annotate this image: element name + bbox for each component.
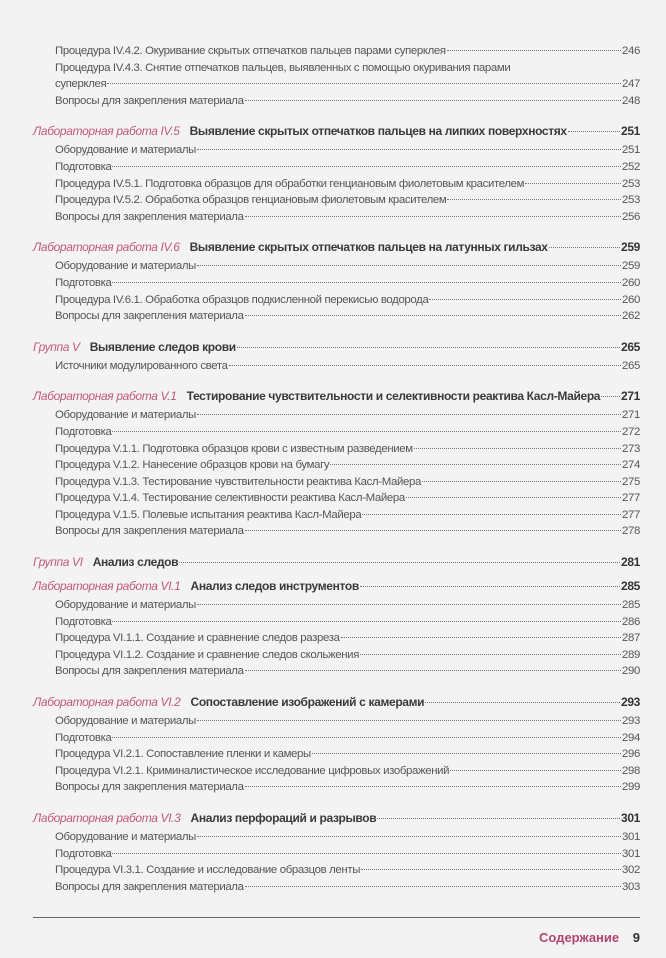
dot-leader (112, 621, 621, 622)
entry-title: Подготовка (55, 847, 112, 860)
dot-leader (447, 50, 621, 51)
entry-title: Процедура VI.1.2. Создание и сравнение следов скольжения (55, 648, 360, 661)
dot-leader (601, 396, 620, 397)
page-number: 271 (622, 409, 640, 422)
page-number: 301 (621, 811, 640, 825)
toc-entry[interactable] (33, 765, 640, 782)
page-number: 278 (622, 525, 640, 538)
section-header[interactable] (33, 340, 640, 360)
dot-leader (330, 464, 621, 465)
page-number: 253 (622, 194, 640, 207)
dot-leader (245, 530, 621, 531)
entry-title: Оборудование и материалы (55, 144, 196, 157)
page-number: 303 (622, 880, 640, 893)
dot-leader (360, 654, 621, 655)
toc-entry[interactable] (33, 632, 640, 649)
section-title: Выявление следов крови (89, 339, 236, 354)
page-number: 285 (622, 599, 640, 612)
entry-title: Процедура V.1.2. Нанесение образцов крови на бумагу (55, 459, 330, 472)
dot-leader (429, 299, 621, 300)
toc-entry[interactable] (33, 616, 640, 633)
dot-leader (406, 497, 621, 498)
toc-entry[interactable] (33, 492, 640, 509)
toc-entry[interactable] (33, 62, 640, 79)
toc-entry[interactable] (33, 831, 640, 848)
toc-section (33, 124, 640, 227)
entry-title-continuation: суперклея (55, 78, 107, 91)
dot-leader (245, 670, 621, 671)
section-label: Лабораторная работа IV.6 (33, 240, 180, 255)
entry-title: Оборудование и материалы (55, 260, 196, 273)
dot-leader (112, 282, 621, 283)
section-header[interactable] (33, 811, 640, 831)
page-footer (539, 930, 640, 945)
dot-leader (112, 166, 621, 167)
toc-entry[interactable] (33, 599, 640, 616)
toc-section (33, 45, 640, 111)
entry-title: Подготовка (55, 615, 112, 628)
section-header[interactable] (33, 240, 640, 260)
section-header[interactable] (33, 124, 640, 144)
dot-leader (414, 448, 621, 449)
dot-leader (525, 183, 621, 184)
page-number: 293 (622, 715, 640, 728)
dot-leader (341, 637, 621, 638)
dot-leader (107, 83, 621, 84)
dot-leader (245, 315, 621, 316)
page-number: 272 (622, 425, 640, 438)
dot-leader (237, 347, 620, 348)
page-number: 290 (622, 665, 640, 678)
toc-entry[interactable] (33, 409, 640, 426)
page-number: 271 (621, 389, 640, 404)
entry-title: Процедура IV.4.3. Снятие отпечатков пальцев, выявленных с помощью окуривания парами (55, 61, 511, 74)
toc-entry[interactable] (33, 95, 640, 112)
toc-entry[interactable] (33, 144, 640, 161)
toc-entry[interactable] (33, 426, 640, 443)
dot-leader (112, 853, 621, 854)
dot-leader (360, 586, 620, 587)
page-number: 289 (622, 648, 640, 661)
entry-title: Подготовка (55, 731, 112, 744)
entry-title: Оборудование и материалы (55, 831, 196, 843)
page-number: 259 (621, 240, 640, 255)
entry-title: Процедура V.1.3. Тестирование чувствительности реактива Касл-Майера (55, 475, 421, 488)
toc-entry[interactable] (33, 781, 640, 798)
dot-leader (197, 414, 621, 415)
section-label: Лабораторная работа V.1 (33, 389, 177, 404)
page-number: 262 (622, 310, 640, 323)
page-number: 253 (622, 177, 640, 190)
dot-leader (112, 431, 621, 432)
toc-entry[interactable] (33, 509, 640, 526)
toc-entry[interactable] (33, 848, 640, 865)
toc-entry[interactable] (33, 881, 640, 898)
toc-section (33, 695, 640, 798)
page-number: 273 (622, 442, 640, 455)
section-title: Анализ следов инструментов (190, 579, 359, 594)
page-number: 294 (622, 731, 640, 744)
dot-leader (312, 753, 621, 754)
page-number: 277 (622, 508, 640, 521)
page-number: 9 (632, 930, 640, 945)
section-title: Выявление скрытых отпечатков пальцев на латунных гильзах (189, 240, 548, 255)
dot-leader (362, 514, 621, 515)
footer-divider (33, 917, 640, 918)
toc-entry[interactable] (33, 459, 640, 476)
toc-entry[interactable] (33, 748, 640, 765)
dot-leader (197, 604, 621, 605)
dot-leader (422, 481, 621, 482)
section-label: Группа VI (33, 555, 83, 570)
toc-entry[interactable] (33, 45, 640, 62)
entry-title: Процедура VI.2.1. Сопоставление пленки и камеры (55, 748, 311, 761)
page-number: 247 (622, 78, 640, 91)
page-number: 299 (622, 781, 640, 794)
entry-title: Подготовка (55, 425, 112, 438)
entry-title: Оборудование и материалы (55, 409, 196, 422)
toc-entry[interactable] (33, 715, 640, 732)
table-of-contents (33, 45, 640, 910)
section-label: Лабораторная работа VI.2 (33, 695, 181, 710)
toc-entry[interactable] (33, 732, 640, 749)
toc-entry[interactable] (33, 476, 640, 493)
dot-leader (245, 886, 621, 887)
toc-entry[interactable] (33, 525, 640, 542)
section-label: Группа V (33, 339, 80, 354)
section-title: Анализ следов (92, 555, 179, 570)
toc-section (33, 389, 640, 542)
page-number: 248 (622, 94, 640, 107)
page-number: 246 (622, 45, 640, 57)
section-title: Сопоставление изображений с камерами (190, 695, 425, 710)
page-number: 298 (622, 764, 640, 777)
page-number: 259 (622, 260, 640, 273)
dot-leader (197, 149, 621, 150)
page-number: 296 (622, 748, 640, 761)
dot-leader (245, 100, 621, 101)
dot-leader (568, 131, 620, 132)
dot-leader (361, 869, 621, 870)
dot-leader (450, 770, 621, 771)
page-number: 287 (622, 632, 640, 645)
page-number: 285 (621, 579, 640, 594)
entry-title: Процедура VI.3.1. Создание и исследование образцов ленты (55, 864, 361, 877)
section-title: Выявление скрытых отпечатков пальцев на липких поверхностях (189, 124, 567, 139)
toc-entry[interactable] (33, 649, 640, 666)
toc-entry[interactable] (33, 665, 640, 682)
toc-section (33, 579, 640, 682)
section-header[interactable] (33, 579, 640, 599)
toc-entry[interactable] (33, 360, 640, 377)
section-header[interactable] (33, 695, 640, 715)
entry-title: Процедура VI.2.1. Криминалистическое исследование цифровых изображений (55, 764, 450, 777)
page-number: 260 (622, 293, 640, 306)
dot-leader (377, 818, 620, 819)
entry-title: Процедура V.1.1. Подготовка образцов крови с известным разведением (55, 442, 413, 455)
entry-title: Процедура IV.6.1. Обработка образцов подкисленной перекисью водорода (55, 293, 429, 306)
page-number: 256 (622, 210, 640, 223)
dot-leader (197, 836, 621, 837)
page-number: 301 (622, 847, 640, 860)
entry-title: Вопросы для закрепления материала (55, 880, 244, 893)
toc-entry[interactable] (33, 211, 640, 228)
page-number: 252 (622, 160, 640, 173)
toc-section (33, 555, 640, 575)
dot-leader (245, 216, 621, 217)
section-label: Лабораторная работа IV.5 (33, 124, 180, 139)
page-number: 293 (621, 695, 640, 710)
section-title: Анализ перфораций и разрывов (190, 811, 377, 825)
entry-title: Оборудование и материалы (55, 715, 196, 728)
entry-title: Подготовка (55, 276, 112, 289)
page-number: 265 (621, 339, 640, 354)
entry-title: Вопросы для закрепления материала (55, 310, 244, 323)
entry-title: Процедура IV.5.1. Подготовка образцов для обработки генциановым фиолетовым красителем (55, 177, 525, 190)
page-number: 301 (622, 831, 640, 843)
section-header[interactable] (33, 555, 640, 575)
entry-title: Процедура IV.5.2. Обработка образцов генциановым фиолетовым красителем (55, 194, 447, 207)
toc-entry[interactable] (33, 194, 640, 211)
toc-entry[interactable] (33, 864, 640, 881)
toc-entry[interactable] (33, 161, 640, 178)
toc-section (33, 340, 640, 377)
dot-leader (229, 365, 621, 366)
toc-entry[interactable] (33, 310, 640, 327)
dot-leader (549, 247, 620, 248)
dot-leader (447, 199, 621, 200)
footer-title: Содержание (539, 930, 620, 945)
dot-leader (245, 786, 621, 787)
toc-entry-continuation (33, 78, 640, 95)
entry-title: Источники модулированного света (55, 359, 228, 372)
toc-entry[interactable] (33, 277, 640, 294)
page-number: 302 (622, 864, 640, 877)
entry-title: Вопросы для закрепления материала (55, 525, 244, 538)
page-number: 275 (622, 475, 640, 488)
dot-leader (179, 562, 620, 563)
entry-title: Вопросы для закрепления материала (55, 94, 244, 107)
page-number: 281 (621, 555, 640, 570)
dot-leader (197, 265, 621, 266)
toc-section (33, 811, 640, 897)
toc-entry[interactable] (33, 178, 640, 195)
page-number: 251 (622, 144, 640, 157)
dot-leader (112, 737, 621, 738)
dot-leader (425, 702, 620, 703)
section-header[interactable] (33, 389, 640, 409)
entry-title: Подготовка (55, 160, 112, 173)
entry-title: Оборудование и материалы (55, 599, 196, 612)
entry-title: Вопросы для закрепления материала (55, 665, 244, 678)
section-title: Тестирование чувствительности и селективности реактива Касл-Майера (186, 389, 601, 404)
entry-title: Процедура VI.1.1. Создание и сравнение следов разреза (55, 632, 340, 645)
page-number: 251 (621, 124, 640, 139)
toc-entry[interactable] (33, 260, 640, 277)
page-number: 260 (622, 276, 640, 289)
toc-entry[interactable] (33, 294, 640, 311)
section-label: Лабораторная работа VI.3 (33, 811, 181, 825)
entry-title: Процедура V.1.4. Тестирование селективности реактива Касл-Майера (55, 492, 405, 505)
toc-entry[interactable] (33, 443, 640, 460)
dot-leader (197, 720, 621, 721)
section-label: Лабораторная работа VI.1 (33, 579, 181, 594)
page-number: 265 (622, 359, 640, 372)
page-number: 274 (622, 459, 640, 472)
entry-title: Процедура V.1.5. Полевые испытания реактива Касл-Майера (55, 508, 362, 521)
entry-title: Процедура IV.4.2. Окуривание скрытых отпечатков пальцев парами суперклея (55, 45, 446, 57)
page-number: 286 (622, 615, 640, 628)
page-number: 277 (622, 492, 640, 505)
entry-title: Вопросы для закрепления материала (55, 781, 244, 794)
toc-section (33, 240, 640, 326)
entry-title: Вопросы для закрепления материала (55, 210, 244, 223)
